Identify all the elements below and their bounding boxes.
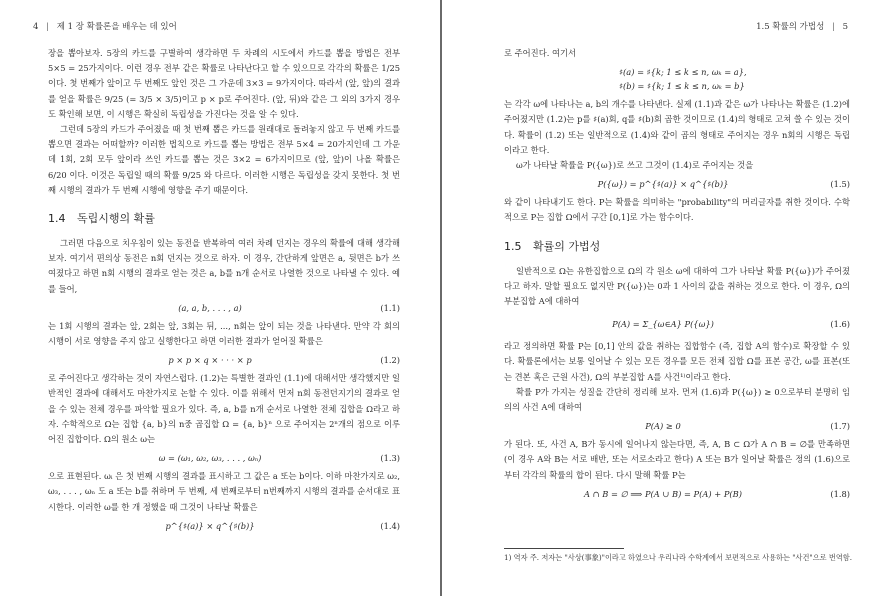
right-page-body [504, 46, 850, 505]
paragraph: 그런데 5장의 카드가 주어졌을 때 첫 번째 뽑은 카드를 원래대로 돌려놓지 않고 두 번째 카드를 뽑으면 결과는 어떠할까? 이러한 법칙으로 카드를 뽑는 방법은 전부 5×4 = 20가지인데 그 가운데 1회, 2회 모두 앞이라 쓰인 카드를 뽑는 것은 3×2 = 6가지이므로 (앞, 앞)이 나올 확률은 6/20 이다. 이것은 독립일 때의 확률 9/25 와 다르다. 이러한 시행은 독립성을 갖지 못한다. 첫 번째 시행의 결과가 두 번째 시행에 영향을 주기 때문이다. [48, 124, 400, 195]
equation-expression: (a, a, b, . . . , a) [178, 302, 242, 313]
paragraph: 확률 P가 가지는 성질을 간단히 정리해 보자. 먼저 (1.6)과 P({ω}) ≥ 0으로부터 분명히 임의의 사건 A에 대하여 [504, 386, 850, 413]
equation-expression: p × p × q × · · · × p [168, 355, 252, 366]
equation-1-3 [48, 447, 400, 469]
header-separator: | [832, 22, 835, 32]
equation-number: (1.4) [380, 520, 400, 531]
equation-expression: p^{♯(a)} × q^{♯(b)} [165, 520, 255, 531]
paragraph: 로 주어진다고 생각하는 것이 자연스럽다. (1.2)는 특별한 결과인 (1.1)에 대해서만 생각했지만 일반적인 결과에 대해서도 마찬가지로 논할 수 있다. 이를 위해서 먼저 n회 동전던지기의 결과로 얻을 수 있는 전체 경우를 파악할 필요가 있다. 즉, a, b를 n개 순서로 나열한 전체 집합을 Ω라고 하자. 수학적으로 Ω는 집합 {a, b}의 n중 곱집합 Ω = {a, b}ⁿ 으로 주어지는 2ⁿ개의 점으로 이루어진 집합이다. Ω의 원소 ω는 [48, 373, 400, 445]
left-page-header [33, 20, 177, 32]
equation-expression: ω = (ω₁, ω₂, ω₃, . . . , ωₙ) [158, 453, 262, 464]
footnote: 1) 역자 주. 저자는 "사상(事象)"이라고 하였으나 우리나라 수학계에서 보편적으로 사용하는 "사건"으로 번역함. [504, 553, 853, 562]
running-head: 제 1 장 확률론을 배우는 데 있어 [56, 22, 177, 32]
count-definitions [504, 65, 850, 93]
section-title: 독립시행의 확률 [77, 212, 155, 226]
equation-1-8 [504, 483, 850, 505]
paragraph: 장을 뽑아보자. 5장의 카드를 구별하여 생각하면 두 차례의 시도에서 카드를 뽑을 방법은 전부 5×5 = 25가지이다. 이런 경우 전부 같은 확률로 나타난다고 할 수 있으므로 각각의 확률은 1/25 이다. 첫 번째가 앞이고 두 번째도 앞인 것은 그 가운데 3×3 = 9가지이다. 따라서 (앞, 앞)의 결과를 얻을 확률은 9/25 (= 3/5 × 3/5)이고 p × p로 주어진다. (앞, 뒤)와 같은 그 외의 3가지 경우도 확인해 보면, 이 시행은 확실히 독립성을 가진다는 것을 알 수 있다. [48, 48, 400, 119]
paragraph: 는 1회 시행의 결과는 앞, 2회는 앞, 3회는 뒤, ..., n회는 앞이 되는 것을 나타낸다. 만약 각 회의 시행이 서로 영향을 주지 않고 실행한다고 하면 이러한 결과가 얻어질 확률은 [48, 320, 400, 347]
section-heading [504, 240, 850, 254]
equation-1-5 [504, 173, 850, 195]
paragraph: 그러면 다음으로 치우침이 있는 동전을 반복하여 여러 차례 던지는 경우의 확률에 대해 생각해보자. 여기서 편의상 동전은 n회 던지는 것으로 하자. 이 경우, 간단하게 앞면은 a, 뒷면은 b가 쓰여졌다고 하면 n회 시행의 결과로 얻는 것은 a, b를 n개 순서로 나열한 것으로 나타낼 수 있다. 예를 들어, [48, 238, 400, 294]
equation-expression: P({ω}) = p^{♯(a)} × q^{♯(b)} [597, 179, 729, 190]
definition-count-b: ♯(b) = ♯{k; 1 ≤ k ≤ n, ωₖ = b} [619, 81, 745, 92]
footnote-rule [504, 548, 624, 549]
section-number: 1.4 [48, 212, 66, 226]
paragraph: 라고 정의하면 확률 P는 [0,1] 안의 값을 취하는 집합함수 (즉, 집합 A의 함수)로 확장할 수 있다. 확률론에서는 보통 일어날 수 있는 모든 경우를 모든 전체 집합 Ω를 표본 공간, ω를 표본(또는 견본 혹은 근원 사건), Ω의 부분집합 A를 사건¹⁾이라고 한다. [504, 341, 850, 382]
equation-number: (1.2) [380, 355, 400, 366]
left-page [0, 0, 441, 596]
page-number: 4 [33, 22, 39, 32]
right-page-header [756, 20, 848, 32]
paragraph: 으로 표현된다. ωᵢ 은 첫 번째 시행의 결과를 표시하고 그 값은 a 또는 b이다. 이하 마찬가지로 ω₂, ω₃, . . . , ωₙ 도 a 또는 b를 취하며 두 번째, 세 번째로부터 n번째까지 시행의 결과를 순서대로 표시한다. 이러한 ω를 한 개 정했을 때 그것이 나타날 확률은 [48, 471, 400, 512]
right-page [442, 0, 883, 596]
equation-number: (1.5) [830, 179, 850, 190]
paragraph: ω가 나타날 확률을 P({ω})로 쓰고 그것이 (1.4)로 주어지는 것을 [516, 160, 754, 171]
equation-number: (1.3) [380, 453, 400, 464]
equation-expression: A ∩ B = ∅ ⟹ P(A ∪ B) = P(A) + P(B) [584, 488, 742, 499]
equation-1-6 [504, 309, 850, 339]
section-heading [48, 212, 400, 226]
header-separator: | [46, 22, 49, 32]
equation-1-1 [48, 297, 400, 319]
equation-1-2 [48, 349, 400, 371]
equation-number: (1.1) [380, 302, 400, 313]
paragraph: 일반적으로 Ω는 유한집합으로 Ω의 각 원소 ω에 대하여 그가 나타날 확률 P({ω})가 주어졌다고 하자. 말할 필요도 없지만 P({ω})는 0과 1 사이의 값을 취하는 것으로 한다. 이 경우, Ω의 부분집합 A에 대하여 [504, 265, 850, 307]
equation-1-7 [504, 415, 850, 437]
equation-expression: P(A) ≥ 0 [645, 421, 681, 432]
section-number: 1.5 [504, 239, 522, 253]
equation-number: (1.6) [830, 319, 850, 330]
equation-number: (1.7) [830, 421, 850, 432]
paragraph: 로 주어진다. 여기서 [504, 48, 577, 58]
equation-number: (1.8) [830, 488, 850, 499]
paragraph: 와 같이 나타내기도 한다. P는 확률을 의미하는 "probability"의 머리글자를 취한 것이다. 수학적으로 P는 집합 Ω에서 구간 [0,1]로 가는 함수이다. [504, 197, 850, 223]
running-head: 1.5 확률의 가법성 [756, 22, 825, 32]
equation-1-4 [48, 515, 400, 537]
section-title: 확률의 가법성 [533, 239, 601, 253]
left-page-body [48, 46, 400, 537]
paragraph: 가 된다. 또, 사건 A, B가 동시에 일어나지 않는다면, 즉, A, B ⊂ Ω가 A ∩ B = ∅를 만족하면 (이 경우 A와 B는 서로 배반, 또는 서로소라고 한다) A 또는 B가 일어날 확률은 정의 (1.6)으로부터 각각의 확률의 합이 된다. 다시 말해 확률 P는 [504, 439, 850, 480]
page-number: 5 [842, 22, 848, 32]
paragraph: 는 각각 ω에 나타나는 a, b의 개수를 나타낸다. 실제 (1.1)과 같은 ω가 나타나는 확률은 (1.2)에 주어졌지만 (1.2)는 p를 ♯(a)회, q를 ♯(b)회 곱한 것이므로 (1.4)의 형태로 고쳐 쓸 수 있는 것이다. 확률이 (1.2) 또는 일반적으로 (1.4)와 같이 곱의 형태로 주어지는 경우 n회의 시행은 독립이라고 한다. [504, 99, 850, 155]
definition-count-a: ♯(a) = ♯{k; 1 ≤ k ≤ n, ωₖ = a}, [619, 67, 747, 78]
equation-expression: P(A) = Σ_{ω∈A} P({ω}) [612, 319, 714, 330]
